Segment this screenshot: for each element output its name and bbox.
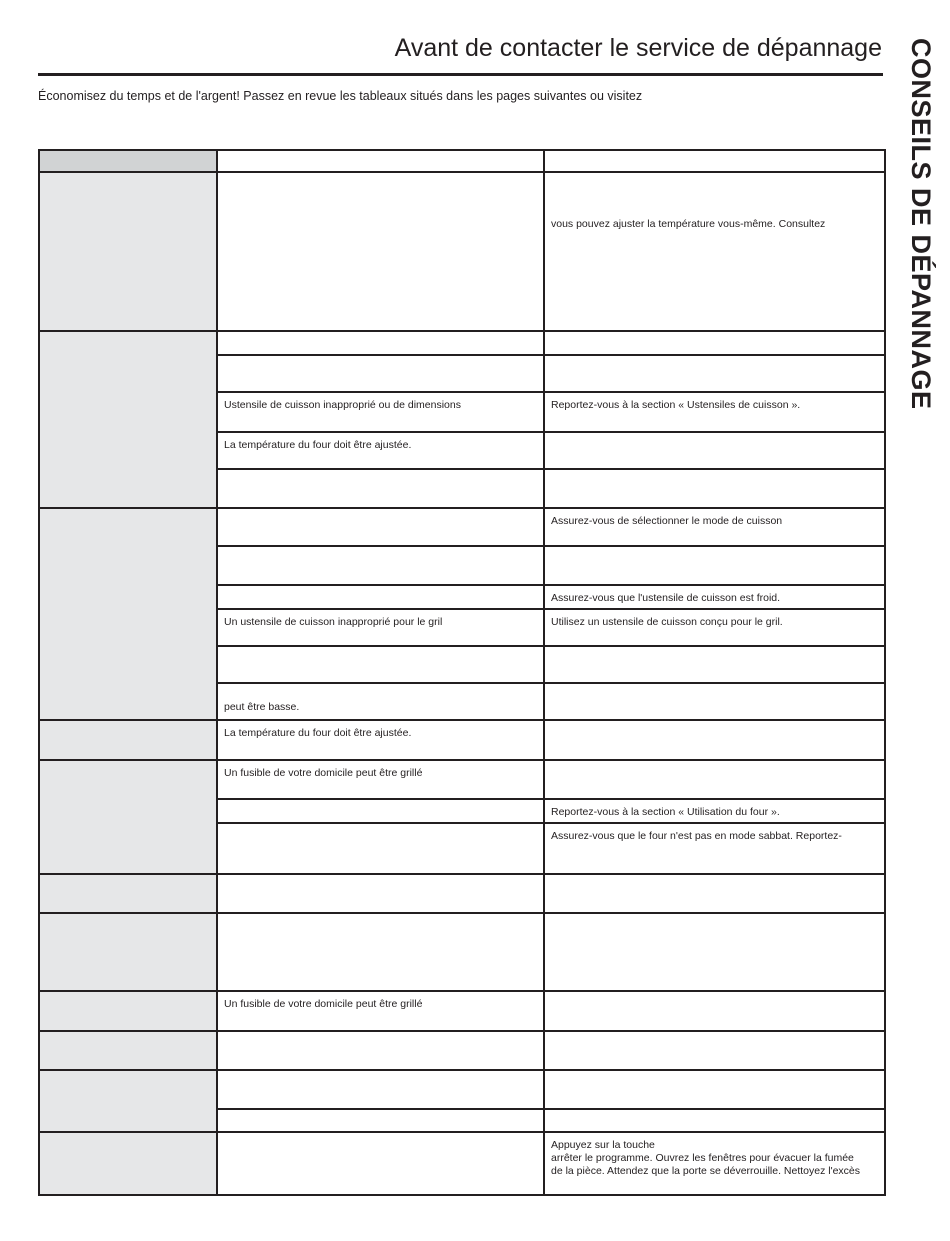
problem-cell [39,760,217,874]
action-cell: Assurez-vous de sélectionner le mode de cuisson [544,508,885,546]
cause-cell [217,355,544,392]
problem-cell [39,331,217,508]
action-cell [544,991,885,1031]
action-cell: Utilisez un ustensile de cuisson conçu pour le gril. [544,609,885,646]
cause-cell [217,1132,544,1195]
table-row [39,874,885,913]
cause-cell: Un fusible de votre domicile peut être grillé [217,760,544,799]
cause-cell [217,1109,544,1132]
problem-cell [39,1031,217,1070]
intro-text: Économisez du temps et de l'argent! Passez en revue les tableaux situés dans les pages suivantes ou visitez [38,89,643,103]
cause-cell [217,1031,544,1070]
cause-cell: Un ustensile de cuisson inapproprié pour le gril [217,609,544,646]
problem-cell [39,508,217,720]
table-header-row [39,150,885,172]
table-row [39,1031,885,1070]
action-cell [544,646,885,683]
table-row [39,991,885,1031]
action-cell [544,720,885,760]
cause-cell [217,508,544,546]
column-header-action [544,150,885,172]
table-row [39,1132,885,1195]
column-header-cause [217,150,544,172]
problem-cell [39,1070,217,1132]
table-row [39,172,885,331]
cause-cell [217,585,544,609]
table-row [39,508,885,546]
action-cell [544,1070,885,1109]
table-row [39,331,885,355]
action-cell: vous pouvez ajuster la température vous-même. Consultez [544,172,885,331]
action-cell: Reportez-vous à la section « Utilisation du four ». [544,799,885,823]
action-cell: Assurez-vous que l'ustensile de cuisson est froid. [544,585,885,609]
action-line: de la pièce. Attendez que la porte se déverrouille. Nettoyez l'excès [551,1165,861,1178]
page-title: Avant de contacter le service de dépannage [394,34,882,62]
cause-cell: La température du four doit être ajustée. [217,720,544,760]
table-row [39,1070,885,1109]
action-cell [544,760,885,799]
action-line: Appuyez sur la touche [551,1139,655,1151]
cause-cell: Ustensile de cuisson inapproprié ou de dimensions [217,392,544,432]
table-row [39,913,885,991]
problem-cell [39,720,217,760]
cause-cell [217,823,544,874]
column-header-problem [39,150,217,172]
cause-cell [217,469,544,508]
cause-cell [217,799,544,823]
cause-cell [217,546,544,585]
problem-cell [39,874,217,913]
cause-cell [217,331,544,355]
action-cell: Assurez-vous que le four n'est pas en mode sabbat. Reportez- [544,823,885,874]
action-cell [544,331,885,355]
action-cell [544,469,885,508]
action-cell [544,683,885,720]
cause-cell: peut être basse. [217,683,544,720]
action-cell [544,355,885,392]
cause-cell [217,646,544,683]
troubleshooting-table [38,149,886,1196]
action-cell [544,1109,885,1132]
action-cell: Reportez-vous à la section « Ustensiles de cuisson ». [544,392,885,432]
problem-cell [39,1132,217,1195]
cause-cell [217,172,544,331]
problem-cell [39,913,217,991]
action-cell [544,913,885,991]
action-cell [544,546,885,585]
section-side-title: CONSEILS DE DÉPANNAGE [906,38,936,410]
action-cell [544,1132,885,1195]
table-row [39,720,885,760]
cause-cell: Un fusible de votre domicile peut être grillé [217,991,544,1031]
title-rule [38,73,883,76]
action-cell [544,1031,885,1070]
action-cell [544,432,885,469]
cause-cell [217,1070,544,1109]
cause-cell: La température du four doit être ajustée. [217,432,544,469]
table-row [39,760,885,799]
cause-cell [217,913,544,991]
action-cell [544,874,885,913]
problem-cell [39,991,217,1031]
action-line: arrêter le programme. Ouvrez les fenêtres pour évacuer la fumée [551,1152,854,1165]
cause-cell [217,874,544,913]
problem-cell [39,172,217,331]
